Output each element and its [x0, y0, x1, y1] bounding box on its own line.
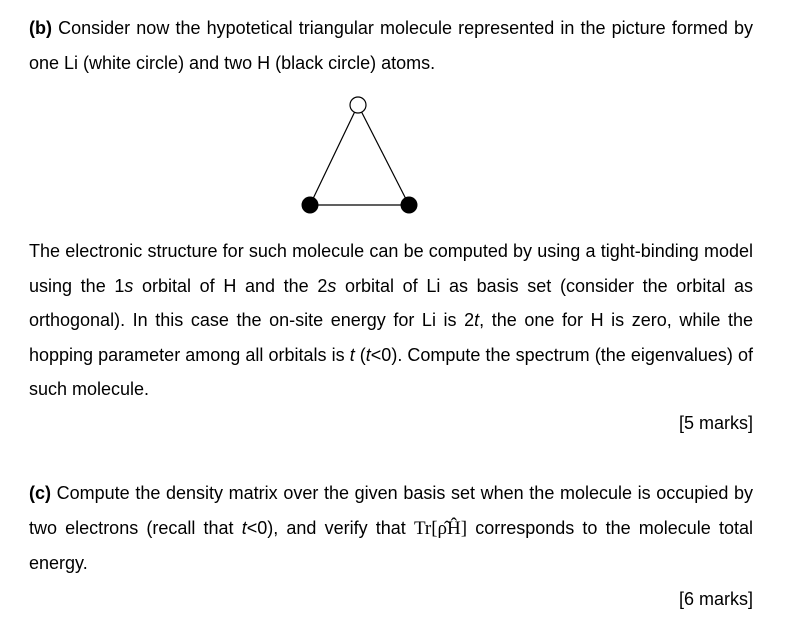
- var-t-d: t: [241, 517, 247, 538]
- bond-li-h-right: [358, 105, 409, 205]
- li-atom-white-circle: [350, 97, 366, 113]
- part-c-label: (c): [29, 483, 51, 503]
- part-b-body-text-3: orbital of Li as basis set (consider the orbital as orthogonal). In this case the on-site energy for Li is 2: [29, 275, 753, 330]
- var-t-a: t: [474, 310, 480, 330]
- part-c-text-1: Compute the density matrix over the given basis set when the molecule is occupied by two electrons (recall that: [29, 483, 753, 538]
- h-atom-left-black-circle: [302, 197, 319, 214]
- part-b-body-text-4: , the one for H is zero, while the hopping parameter among all orbitals is: [29, 310, 754, 365]
- triangular-molecule-figure: [290, 88, 430, 218]
- part-b-intro-text: Consider now the hypotetical triangular molecule represented in the picture formed by one Li (white circle) and two H (black circle) atoms.: [29, 18, 753, 73]
- part-b-body-text-5: (: [354, 344, 366, 365]
- part-b-body-text-1: The electronic structure for such molecule can be computed by using a tight-binding model using the 1: [29, 241, 753, 296]
- bond-li-h-left: [310, 105, 358, 205]
- var-t-b: t: [349, 344, 355, 365]
- part-b-body-text-2: orbital of H and the 2: [133, 275, 328, 296]
- var-t-c: t: [365, 344, 371, 365]
- part-c-text-2: <0), and verify that: [246, 517, 414, 538]
- part-c-text: [29, 476, 753, 581]
- orbital-s-1: s: [124, 275, 134, 296]
- part-b-body-text-6: <0). Compute the spectrum (the eigenvalues) of such molecule.: [29, 344, 753, 399]
- part-b-intro: [29, 11, 753, 80]
- part-c-marks: [6 marks]: [678, 589, 753, 609]
- orbital-s-2: s: [327, 275, 337, 296]
- trace-expression: Tr[ρ̂Ĥ]: [413, 517, 468, 539]
- h-atom-right-black-circle: [401, 197, 418, 214]
- part-b-label: (b): [29, 18, 52, 38]
- part-b-body: [29, 234, 753, 407]
- part-c-text-3: corresponds to the molecule total energy.: [29, 517, 753, 573]
- part-b-marks: [5 marks]: [678, 413, 753, 433]
